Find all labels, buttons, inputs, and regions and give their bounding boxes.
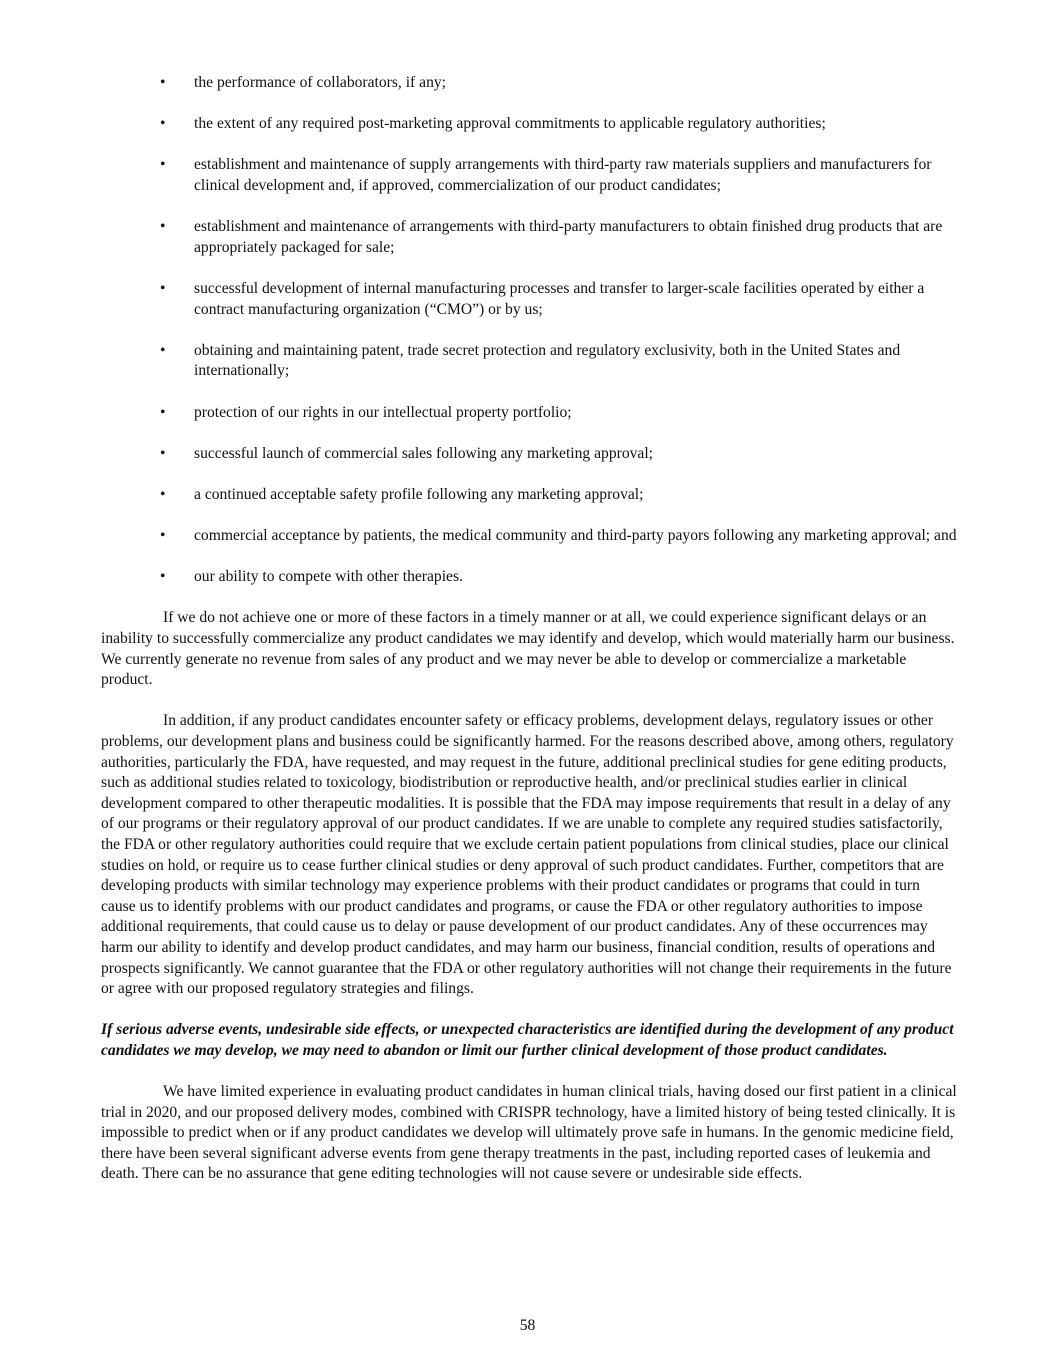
bullet-icon: • (160, 527, 166, 545)
bullet-icon: • (160, 485, 166, 503)
list-item (101, 73, 957, 94)
bullet-icon: • (160, 218, 166, 236)
list-item-text: obtaining and maintaining patent, trade secret protection and regulatory exclusivity, both in the United States and internationally; (194, 341, 901, 380)
document-page (101, 73, 957, 1206)
list-item-text: successful launch of commercial sales following any marketing approval; (194, 444, 654, 462)
bullet-icon: • (160, 115, 166, 133)
paragraph-regulatory-harm: In addition, if any product candidates encounter safety or efficacy problems, development delays, regulatory issues or other problems, our development plans and business could be significantly harmed. For the reasons described above, among others, regulatory authorities, particularly the FDA, have requested, and may request in the future, additional preclinical studies for gene editing products, such as additional studies related to toxicology, biodistribution or reproductive health, and/or preclinical studies earlier in clinical development compared to other therapeutic modalities. It is possible that the FDA may impose requirements that result in a delay of any of our programs or their regulatory approval of our product candidates. If we are unable to complete any required studies satisfactorily, the FDA or other regulatory authorities could require that we exclude certain patient populations from clinical studies, place our clinical studies on hold, or require us to cease further clinical studies or deny approval of such product candidates. Further, competitors that are developing products with similar technology may experience problems with their product candidates or programs that could in turn cause us to identify problems with our product candidates and programs, or cause the FDA or other regulatory authorities to impose additional requirements, that could cause us to delay or pause development of our product candidates. Any of these occurrences may harm our ability to identify and develop product candidates, and may harm our business, financial condition, results of operations and prospects significantly. We cannot guarantee that the FDA or other regulatory authorities will not change their requirements in the future or agree with our proposed regulatory strategies and filings. (101, 712, 954, 998)
bullet-icon: • (160, 568, 166, 586)
list-item-text: commercial acceptance by patients, the medical community and third-party payors following any marketing approval; and (194, 527, 957, 545)
risk-factor-bullet-list (101, 73, 957, 588)
paragraph-clinical-experience: We have limited experience in evaluating product candidates in human clinical trials, having dosed our first patient in a clinical trial in 2020, and our proposed delivery modes, combined with CRISPR technology, have a limited history of being tested clinically. It is impossible to predict when or if any product candidates we develop will ultimately prove safe in humans. In the genomic medicine field, there have been several significant adverse events from gene therapy treatments in the past, including reported cases of leukemia and death. There can be no assurance that gene editing technologies will not cause severe or undesirable side effects. (101, 1083, 957, 1183)
bullet-icon: • (160, 341, 166, 359)
list-item-text: our ability to compete with other therapies. (194, 568, 463, 586)
list-item (101, 444, 957, 465)
list-item-text: the performance of collaborators, if any; (194, 74, 446, 91)
list-item-text: successful development of internal manufacturing processes and transfer to larger-scale facilities operated by either a contract manufacturing organization (“CMO”) or by us; (194, 279, 925, 318)
list-item-text: establishment and maintenance of arrangements with third-party manufacturers to obtain finished drug products that are appropriately packaged for sale; (194, 218, 943, 256)
bullet-icon: • (160, 74, 166, 91)
list-item (101, 341, 957, 382)
list-item (101, 485, 957, 506)
list-item (101, 403, 957, 424)
list-item-text: the extent of any required post-marketing approval commitments to applicable regulatory authorities; (194, 115, 826, 133)
list-item (101, 526, 957, 547)
bullet-icon: • (160, 279, 166, 297)
list-item-text: establishment and maintenance of supply arrangements with third-party raw materials suppliers and manufacturers for clinical development and, if approved, commercialization of our product candidates; (194, 156, 932, 194)
bullet-icon: • (160, 444, 166, 462)
bullet-icon: • (160, 403, 166, 421)
bullet-icon: • (160, 156, 166, 174)
list-item (101, 567, 957, 588)
list-item (101, 217, 957, 258)
section-heading-adverse-events: If serious adverse events, undesirable side effects, or unexpected characteristics are identified during the development of any product candidates we may develop, we may need to abandon or limit our further clinical development of those product candidates. (101, 1021, 954, 1059)
list-item (101, 279, 957, 320)
list-item (101, 155, 957, 196)
list-item-text: a continued acceptable safety profile following any marketing approval; (194, 485, 644, 503)
page-number: 58 (519, 1317, 536, 1334)
list-item (101, 114, 957, 135)
list-item-text: protection of our rights in our intellectual property portfolio; (194, 403, 572, 421)
paragraph-commercialization-risk: If we do not achieve one or more of these factors in a timely manner or at all, we could experience significant delays or an inability to successfully commercialize any product candidates we may identify and develop, which would materially harm our business. We currently generate no revenue from sales of any product and we may never be able to develop or commercialize a marketable product. (101, 609, 955, 689)
